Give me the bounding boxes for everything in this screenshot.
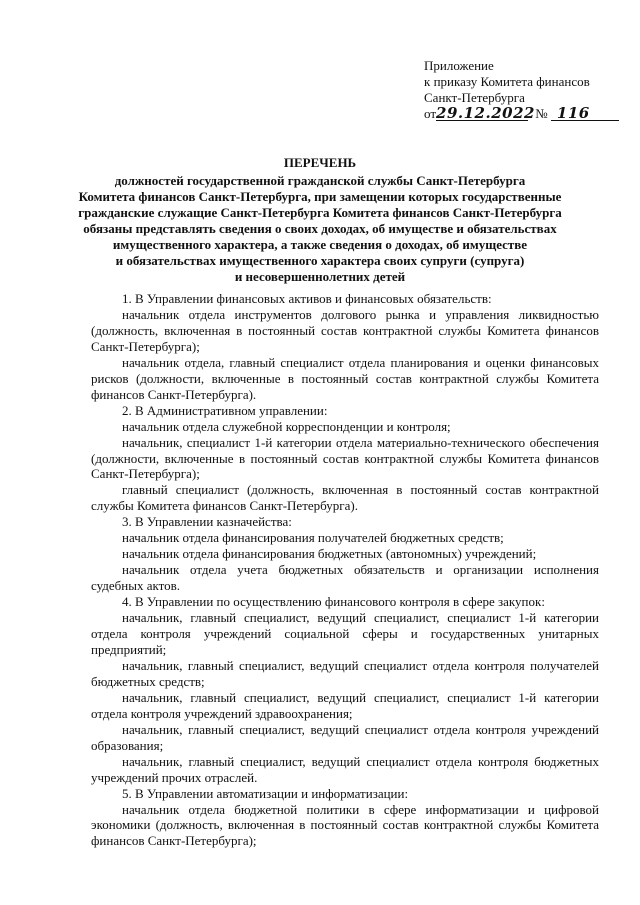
title-line: имущественного характера, а также сведения о доходах, об имуществе: [112, 237, 528, 252]
section-heading: 3. В Управлении казначейства:: [122, 514, 292, 530]
date-prefix: от: [424, 106, 437, 121]
title-line: и обязательствах имущественного характера своих супруги (супруга): [115, 253, 525, 268]
appendix-date-number: [424, 106, 624, 122]
number-prefix: №: [535, 106, 548, 121]
list-item: начальник отдела служебной корреспонденции и контроля;: [122, 418, 451, 434]
title-line: Комитета финансов Санкт-Петербурга, при замещении которых государственные: [78, 189, 562, 204]
title-line: гражданские служащие Санкт-Петербурга Комитета финансов Санкт-Петербурга: [78, 205, 562, 220]
document-title: [0, 155, 640, 285]
section-heading: 1. В Управлении финансовых активов и финансовых обязательств:: [122, 291, 492, 306]
section-heading: 2. В Административном управлении:: [122, 402, 328, 418]
list-item: начальник отдела бюджетной политики в сфере информатизации и цифровой экономики (должность, включенная в постоянный состав контрактной службы Комитета финансов Санкт-Петербурга);: [91, 801, 599, 849]
list-item: начальник, главный специалист, ведущий специалист, специалист 1-й категории отдела контроля учреждений здравоохранения;: [91, 689, 599, 721]
list-item: начальник отдела инструментов долгового рынка и управления ликвидностью (должность, включенная в постоянный состав контрактной службы Комитета финансов Санкт-Петербурга);: [91, 306, 599, 354]
list-item: начальник, специалист 1-й категории отдела материально-технического обеспечения (должности, включенные в постоянный состав контрактной службы Комитета финансов Санкт-Петербурга);: [91, 434, 599, 482]
handwritten-number: 116: [551, 106, 619, 121]
list-item: начальник отдела учета бюджетных обязательств и организации исполнения судебных актов.: [91, 562, 599, 594]
list-item: начальник, главный специалист, ведущий специалист отдела контроля получателей бюджетных средств;: [91, 657, 599, 689]
document-body: [91, 291, 599, 849]
section-heading: 5. В Управлении автоматизации и информатизации:: [122, 785, 409, 801]
appendix-block: [424, 58, 624, 122]
list-item: главный специалист (должность, включенная в постоянный состав контрактной службы Комитета финансов Санкт-Петербурга).: [91, 482, 599, 514]
list-item: начальник, главный специалист, ведущий специалист, специалист 1-й категории отдела контроля учреждений социальной сферы и государственных унитарных предприятий;: [91, 610, 599, 657]
handwritten-date: 29.12.2022: [436, 104, 535, 122]
appendix-city: Санкт-Петербурга: [424, 90, 525, 105]
title-line: и несовершеннолетних детей: [234, 269, 406, 284]
appendix-label: Приложение: [424, 58, 494, 73]
title-line: должностей государственной гражданской службы Санкт-Петербурга: [114, 173, 526, 188]
section-heading: 4. В Управлении по осуществлению финансового контроля в сфере закупок:: [122, 594, 545, 610]
list-item: начальник отдела финансирования бюджетных (автономных) учреждений;: [122, 546, 537, 562]
list-item: начальник отдела финансирования получателей бюджетных средств;: [122, 530, 504, 546]
title-heading: ПЕРЕЧЕНЬ: [283, 155, 357, 170]
list-item: начальник, главный специалист, ведущий специалист отдела контроля бюджетных учреждений прочих отраслей.: [91, 753, 599, 785]
list-item: начальник отдела, главный специалист отдела планирования и оценки финансовых рисков (должности, включенные в постоянный состав контрактной службы Комитета финансов Санкт-Петербурга).: [91, 354, 599, 402]
title-line: обязаны представлять сведения о своих доходах, об имуществе и обязательствах: [83, 221, 557, 236]
list-item: начальник, главный специалист, ведущий специалист отдела контроля учреждений образования;: [91, 721, 599, 753]
appendix-order-ref: к приказу Комитета финансов: [424, 74, 590, 89]
